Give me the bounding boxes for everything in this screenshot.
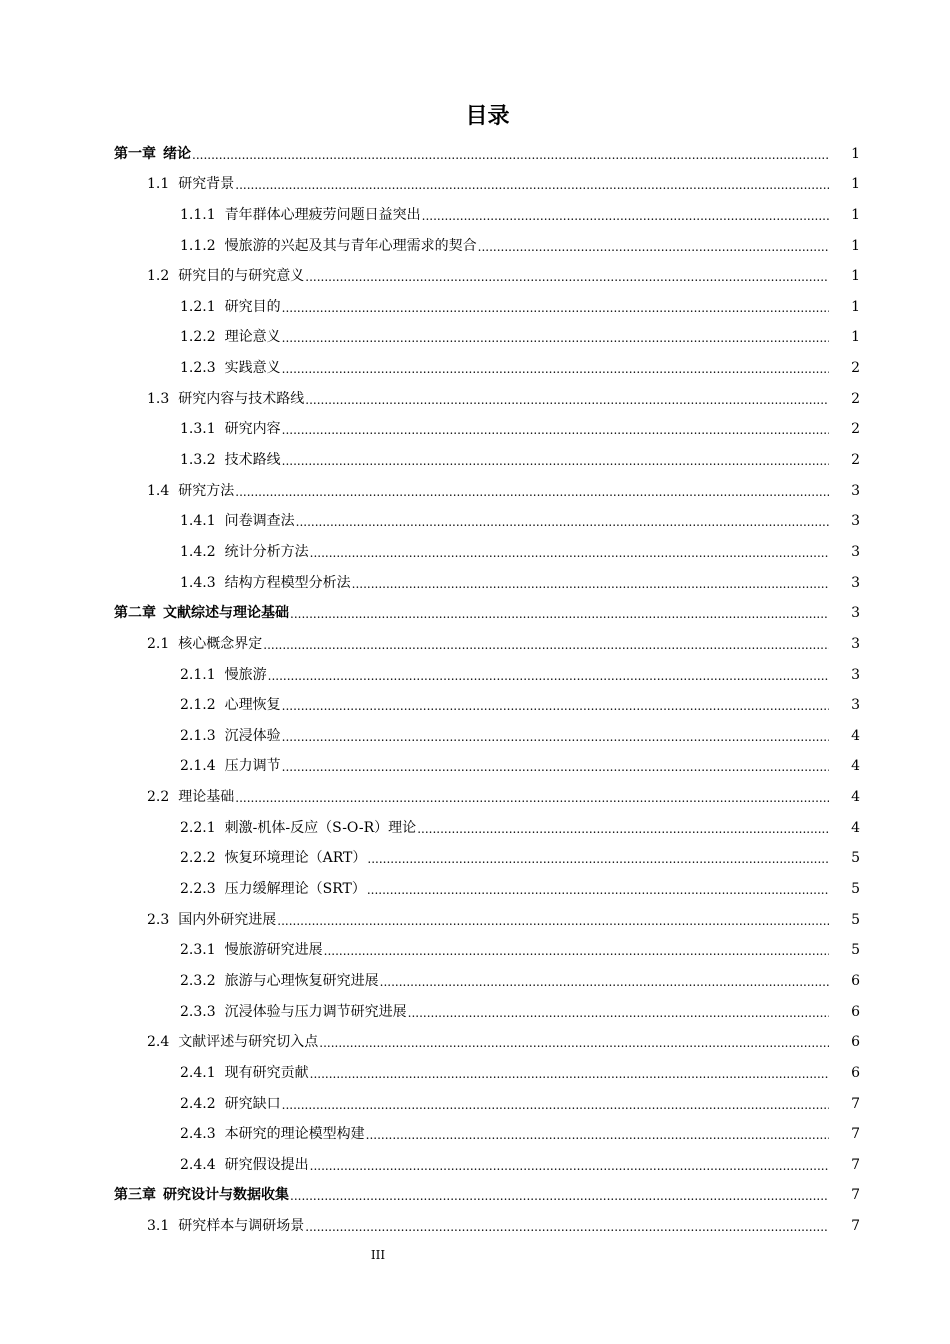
toc-entry-number: 1.4 [147, 482, 170, 499]
toc-entry-page-number: 6 [851, 1034, 860, 1051]
toc-entry-number: 2.4.3 [180, 1126, 216, 1143]
toc-entry-title: 现有研究贡献 [224, 1064, 309, 1081]
toc-entry-title: 实践意义 [224, 360, 281, 377]
toc-entry-number: 2.1.3 [180, 727, 216, 744]
toc-dot-leader [478, 240, 829, 254]
toc-entry-page-number: 1 [851, 268, 860, 285]
toc-entry[interactable] [0, 321, 950, 352]
toc-dot-leader [367, 852, 829, 866]
toc-dot-leader [235, 178, 829, 192]
toc-entry-title: 压力调节 [224, 758, 281, 775]
toc-entry-page-number: 1 [851, 145, 860, 162]
toc-entry[interactable] [0, 1179, 950, 1210]
toc-entry-page-number: 3 [851, 574, 860, 591]
toc-entry-title: 理论意义 [224, 329, 281, 346]
toc-entry[interactable] [0, 934, 950, 965]
toc-dot-leader [282, 331, 829, 345]
toc-dot-leader [282, 362, 829, 376]
toc-entry-page-number: 1 [851, 298, 860, 315]
toc-entry-title: 研究样本与调研场景 [178, 1218, 305, 1235]
toc-entry-number: 2.2 [147, 789, 170, 806]
toc-entry-page-number: 7 [851, 1187, 860, 1204]
toc-entry-page-number: 3 [851, 482, 860, 499]
toc-entry-number: 2.2.1 [180, 819, 216, 836]
toc-entry-page-number: 3 [851, 513, 860, 530]
toc-dot-leader [235, 485, 829, 499]
toc-entry-title: 压力缓解理论（SRT） [224, 881, 366, 898]
toc-dot-leader [305, 270, 829, 284]
toc-entry[interactable] [0, 198, 950, 229]
toc-entry-number: 1.4.1 [180, 513, 216, 530]
toc-entry[interactable] [0, 597, 950, 628]
toc-entry-number: 2.3.2 [180, 972, 216, 989]
toc-entry[interactable] [0, 658, 950, 689]
toc-entry-page-number: 5 [851, 942, 860, 959]
page-number-footer: III [370, 1248, 386, 1262]
toc-entry-title: 核心概念界定 [178, 635, 263, 652]
toc-entry-title: 沉浸体验 [224, 727, 281, 744]
toc-entry-page-number: 6 [851, 1003, 860, 1020]
toc-entry-number: 1.2 [147, 268, 170, 285]
toc-entry[interactable] [0, 474, 950, 505]
toc-dot-leader [290, 607, 829, 621]
toc-entry[interactable] [0, 689, 950, 720]
toc-entry-number: 2.2.3 [180, 881, 216, 898]
toc-entry-page-number: 1 [851, 329, 860, 346]
toc-dot-leader [282, 730, 829, 744]
toc-entry-page-number: 7 [851, 1095, 860, 1112]
toc-entry-number: 2.4.1 [180, 1064, 216, 1081]
toc-dot-leader [282, 423, 829, 437]
toc-entry-number: 2.3.3 [180, 1003, 216, 1020]
toc-entry-page-number: 6 [851, 1064, 860, 1081]
toc-entry-title: 研究假设提出 [224, 1156, 309, 1173]
toc-entry[interactable] [0, 413, 950, 444]
toc-entry-number: 第三章 [114, 1187, 156, 1204]
toc-entry-title: 文献评述与研究切入点 [178, 1034, 319, 1051]
toc-entry-page-number: 5 [851, 850, 860, 867]
toc-entry-number: 2.4.4 [180, 1156, 216, 1173]
toc-dot-leader [380, 975, 829, 989]
toc-dot-leader [192, 148, 829, 162]
toc-entry-page-number: 6 [851, 972, 860, 989]
toc-entry[interactable] [0, 842, 950, 873]
toc-entry-number: 1.1 [147, 176, 170, 193]
toc-dot-leader [366, 1128, 829, 1142]
toc-entry-title: 理论基础 [178, 789, 235, 806]
toc-dot-leader [282, 1098, 829, 1112]
toc-entry-title: 慢旅游研究进展 [224, 942, 323, 959]
toc-dot-leader [282, 301, 829, 315]
toc-entry-title: 青年群体心理疲劳问题日益突出 [224, 206, 421, 223]
toc-dot-leader [282, 699, 829, 713]
toc-entry-title: 刺激-机体-反应（S-O-R）理论 [224, 819, 417, 836]
toc-entry-number: 1.3 [147, 390, 170, 407]
toc-entry[interactable] [0, 1056, 950, 1087]
toc-dot-leader [352, 577, 829, 591]
toc-dot-leader [296, 515, 829, 529]
toc-entry-title: 绪论 [163, 145, 191, 162]
toc-entry-page-number: 2 [851, 390, 860, 407]
toc-entry[interactable] [0, 137, 950, 168]
toc-entry-title: 慢旅游 [224, 666, 267, 683]
toc-entry-number: 第一章 [114, 145, 156, 162]
toc-entry-page-number: 7 [851, 1126, 860, 1143]
toc-dot-leader [310, 546, 829, 560]
toc-entry-title: 研究背景 [178, 176, 235, 193]
toc-dot-leader [305, 1220, 829, 1234]
toc-entry-page-number: 7 [851, 1156, 860, 1173]
toc-entry-number: 1.2.2 [180, 329, 216, 346]
toc-entry-page-number: 3 [851, 697, 860, 714]
toc-entry-page-number: 1 [851, 237, 860, 254]
toc-dot-leader [277, 914, 829, 928]
toc-entry-title: 研究目的 [224, 298, 281, 315]
toc-entry-page-number: 3 [851, 605, 860, 622]
toc-entry-number: 2.1.1 [180, 666, 216, 683]
toc-dot-leader [422, 209, 829, 223]
toc-entry-title: 技术路线 [224, 452, 281, 469]
toc-entry[interactable] [0, 1209, 950, 1240]
toc-entry[interactable] [0, 1118, 950, 1149]
toc-dot-leader [305, 393, 829, 407]
toc-entry-title: 研究内容与技术路线 [178, 390, 305, 407]
toc-entry[interactable] [0, 872, 950, 903]
toc-entry-number: 1.1.1 [180, 206, 216, 223]
toc-entry-page-number: 2 [851, 452, 860, 469]
toc-entry-title: 问卷调查法 [224, 513, 295, 530]
page-title: 目录 [465, 104, 510, 129]
toc-entry-page-number: 2 [851, 421, 860, 438]
toc-entry[interactable] [0, 780, 950, 811]
toc-entry-title: 旅游与心理恢复研究进展 [224, 972, 379, 989]
toc-entry-title: 国内外研究进展 [178, 911, 277, 928]
toc-entry-page-number: 1 [851, 206, 860, 223]
toc-entry-title: 研究目的与研究意义 [178, 268, 305, 285]
toc-entry-number: 1.2.3 [180, 360, 216, 377]
toc-entry-page-number: 3 [851, 543, 860, 560]
toc-entry-title: 心理恢复 [224, 697, 281, 714]
toc-entry[interactable] [0, 351, 950, 382]
toc-entry-title: 研究内容 [224, 421, 281, 438]
toc-entry[interactable] [0, 627, 950, 658]
toc-entry[interactable] [0, 566, 950, 597]
toc-entry-number: 2.3 [147, 911, 170, 928]
toc-entry[interactable] [0, 903, 950, 934]
toc-dot-leader [282, 454, 829, 468]
toc-entry[interactable] [0, 1148, 950, 1179]
toc-entry-page-number: 7 [851, 1218, 860, 1235]
toc-dot-leader [310, 1159, 829, 1173]
toc-dot-leader [268, 669, 829, 683]
toc-entry-title: 文献综述与理论基础 [163, 605, 289, 622]
toc-entry-number: 1.1.2 [180, 237, 216, 254]
toc-dot-leader [310, 1067, 829, 1081]
toc-dot-leader [282, 760, 829, 774]
toc-entry-number: 2.3.1 [180, 942, 216, 959]
toc-entry-title: 结构方程模型分析法 [224, 574, 351, 591]
toc-entry-title: 恢复环境理论（ART） [224, 850, 367, 867]
toc-entry[interactable] [0, 505, 950, 536]
toc-entry[interactable] [0, 535, 950, 566]
toc-entry[interactable] [0, 1087, 950, 1118]
toc-entry-page-number: 4 [851, 727, 860, 744]
toc-entry-number: 1.4.3 [180, 574, 216, 591]
toc-entry-number: 2.2.2 [180, 850, 216, 867]
toc-entry-number: 1.3.2 [180, 452, 216, 469]
toc-entry-number: 第二章 [114, 605, 156, 622]
toc-entry[interactable] [0, 964, 950, 995]
toc-entry-page-number: 2 [851, 360, 860, 377]
toc-entry[interactable] [0, 750, 950, 781]
toc-dot-leader [263, 638, 829, 652]
toc-dot-leader [290, 1189, 829, 1203]
toc-entry[interactable] [0, 811, 950, 842]
toc-entry-page-number: 3 [851, 666, 860, 683]
toc-entry-page-number: 5 [851, 881, 860, 898]
toc-entry[interactable] [0, 260, 950, 291]
toc-entry[interactable] [0, 229, 950, 260]
toc-entry-page-number: 3 [851, 635, 860, 652]
toc-entry-title: 研究设计与数据收集 [163, 1187, 289, 1204]
toc-entry-number: 1.4.2 [180, 543, 216, 560]
toc-entry-number: 2.4.2 [180, 1095, 216, 1112]
toc-entry-number: 1.3.1 [180, 421, 216, 438]
toc-entry-page-number: 1 [851, 176, 860, 193]
toc-dot-leader [417, 822, 829, 836]
toc-entry-title: 统计分析方法 [224, 543, 309, 560]
table-of-contents [0, 137, 950, 1240]
toc-dot-leader [408, 1006, 829, 1020]
toc-entry[interactable] [0, 995, 950, 1026]
toc-entry[interactable] [0, 443, 950, 474]
toc-entry-page-number: 4 [851, 758, 860, 775]
toc-entry[interactable] [0, 168, 950, 199]
toc-entry-number: 1.2.1 [180, 298, 216, 315]
toc-dot-leader [367, 883, 829, 897]
toc-entry-number: 2.1 [147, 635, 170, 652]
toc-entry-page-number: 5 [851, 911, 860, 928]
toc-entry-title: 研究方法 [178, 482, 235, 499]
toc-dot-leader [324, 944, 829, 958]
toc-entry-title: 沉浸体验与压力调节研究进展 [224, 1003, 407, 1020]
toc-entry-number: 3.1 [147, 1218, 170, 1235]
toc-entry-title: 本研究的理论模型构建 [224, 1126, 365, 1143]
toc-entry[interactable] [0, 1026, 950, 1057]
toc-entry-number: 2.4 [147, 1034, 170, 1051]
toc-entry-number: 2.1.2 [180, 697, 216, 714]
toc-entry-page-number: 4 [851, 789, 860, 806]
toc-entry-number: 2.1.4 [180, 758, 216, 775]
toc-entry-title: 慢旅游的兴起及其与青年心理需求的契合 [224, 237, 477, 254]
toc-entry[interactable] [0, 719, 950, 750]
toc-dot-leader [319, 1036, 829, 1050]
toc-entry-title: 研究缺口 [224, 1095, 281, 1112]
toc-entry[interactable] [0, 382, 950, 413]
toc-dot-leader [235, 791, 829, 805]
toc-entry-page-number: 4 [851, 819, 860, 836]
toc-entry[interactable] [0, 290, 950, 321]
